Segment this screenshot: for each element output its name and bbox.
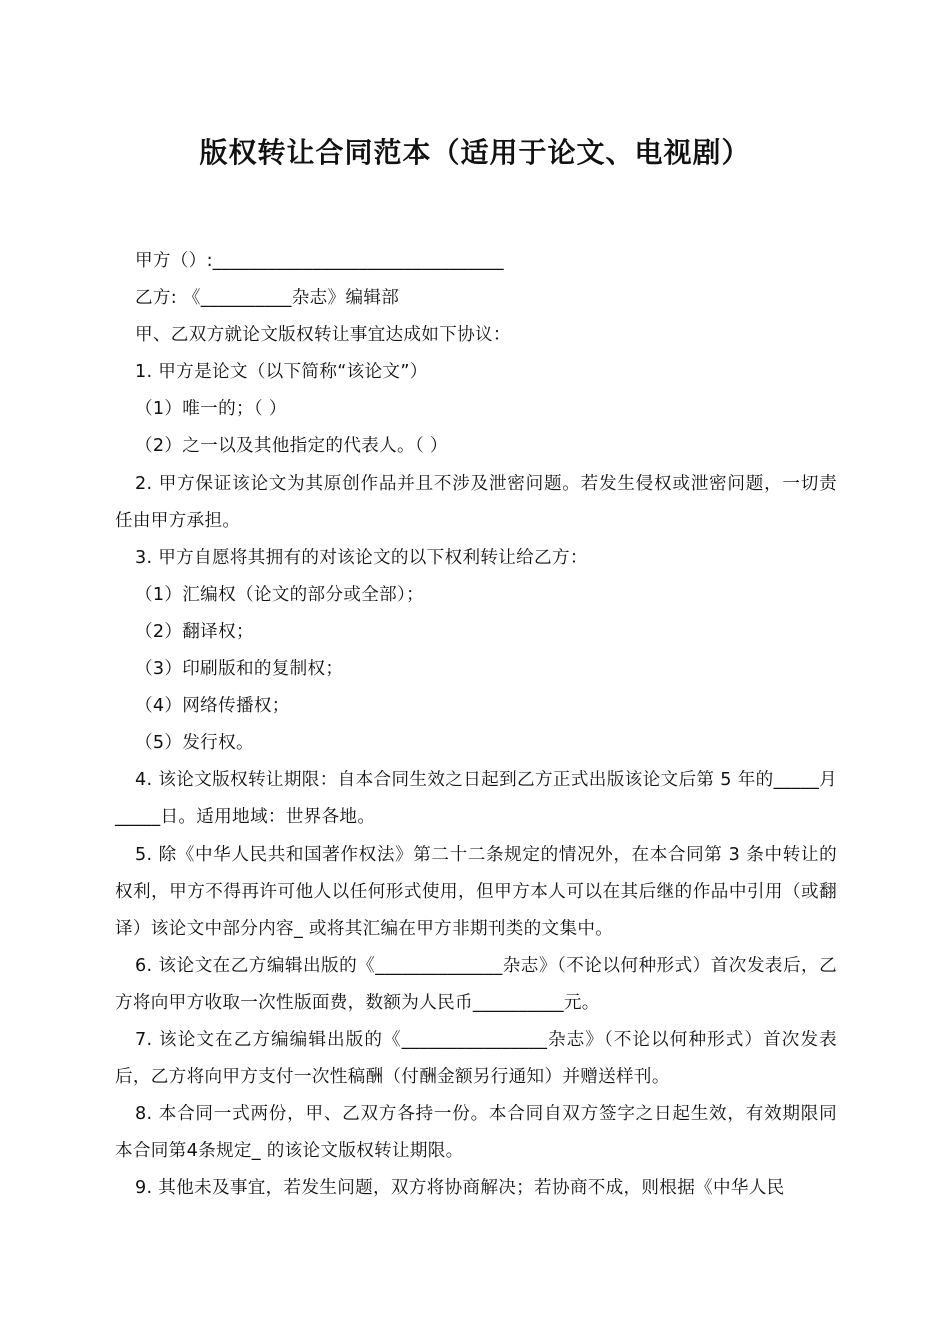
- clause-3-right-3: （3）印刷版和的复制权；: [135, 659, 344, 680]
- clause-2: 2. 甲方保证该论文为其原创作品并且不涉及泄密问题。若发生侵权或泄密问题，一切责任由甲方承担。: [115, 473, 837, 531]
- clause-3: 3. 甲方自愿将其拥有的对该论文的以下权利转让给乙方：: [135, 547, 588, 568]
- clause-4: 4. 该论文版权转让期限：自本合同生效之日起到乙方正式出版该论文后第 5 年的_____月_____日。适用地域：世界各地。: [115, 770, 837, 828]
- clause-5: 5. 除《中华人民共和国著作权法》第二十二条规定的情况外，在本合同第 3 条中转让的权利，甲方不得再许可他人以任何形式使用，但甲方本人可以在其后继的作品中引用（或翻译）该论文中部分内容_ 或将其汇编在甲方非期刊类的文集中。: [115, 844, 837, 939]
- clause-3-right-5: （5）发行权。: [135, 733, 254, 754]
- document-body: [115, 243, 837, 1207]
- clause-3-right-1: （1）汇编权（论文的部分或全部）；: [135, 584, 424, 605]
- agreement-intro: 甲、乙双方就论文版权转让事宜达成如下协议：: [135, 325, 511, 346]
- clause-1-option-1: （1）唯一的；（ ）: [135, 399, 287, 420]
- clause-6: 6. 该论文在乙方编辑出版的《______________杂志》（不论以何种形式）首次发表后，乙方将向甲方收取一次性版面费，数额为人民币__________元。: [115, 955, 837, 1013]
- clause-3-right-2: （2）翻译权；: [135, 621, 254, 642]
- party-b-line: 乙方: 《__________杂志》编辑部: [135, 288, 400, 309]
- clause-7: 7. 该论文在乙方编编辑出版的《________________杂志》（不论以何种形式）首次发表后，乙方将向甲方支付一次性稿酬（付酬金额另行通知）并赠送样刊。: [115, 1029, 837, 1088]
- document-title: 版权转让合同范本（适用于论文、电视剧）: [199, 136, 751, 169]
- clause-8: 8. 本合同一式两份，甲、乙双方各持一份。本合同自双方签字之日起生效，有效期限同本合同第4条规定_ 的该论文版权转让期限。: [115, 1104, 837, 1162]
- clause-1: 1. 甲方是论文（以下简称“该论文”）: [135, 362, 428, 383]
- clause-1-option-2: （2）之一以及其他指定的代表人。（ ）: [135, 436, 448, 457]
- clause-3-right-4: （4）网络传播权；: [135, 696, 290, 717]
- clause-9: 9. 其他未及事宜，若发生问题，双方将协商解决；若协商不成，则根据《中华人民: [135, 1178, 785, 1199]
- party-a-line: 甲方（）:________________________________: [135, 251, 504, 271]
